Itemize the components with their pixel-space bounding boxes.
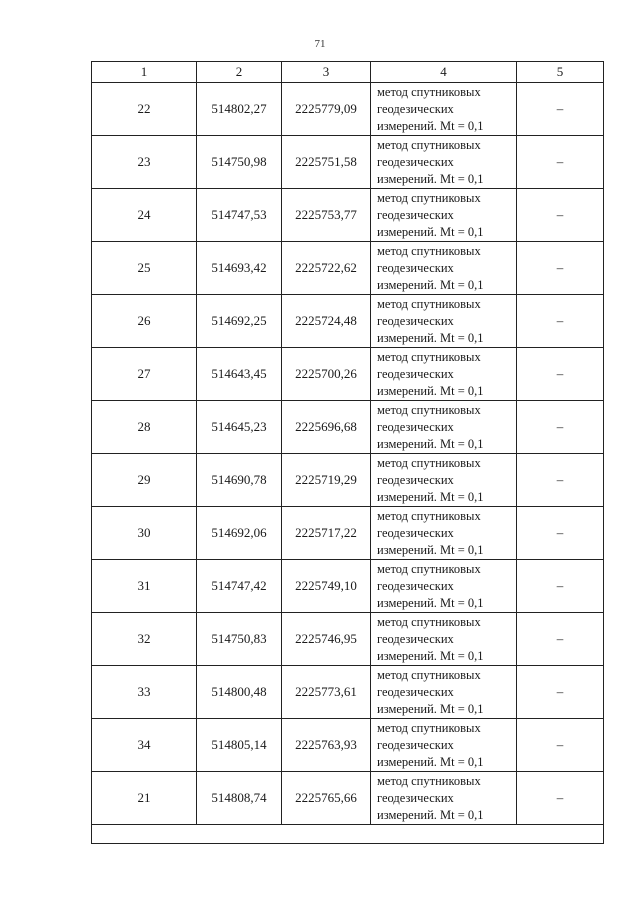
y-coordinate-cell: 2225746,95 bbox=[282, 613, 371, 666]
table-row bbox=[92, 454, 604, 507]
point-number-cell: 29 bbox=[92, 454, 197, 507]
x-coordinate-cell: 514750,83 bbox=[197, 613, 282, 666]
point-number-cell: 32 bbox=[92, 613, 197, 666]
method-cell bbox=[371, 507, 517, 560]
method-cell bbox=[371, 560, 517, 613]
point-number-cell: 24 bbox=[92, 189, 197, 242]
header-col-5: 5 bbox=[517, 62, 604, 83]
method-line: метод спутниковых bbox=[377, 455, 481, 470]
y-coordinate-cell: 2225724,48 bbox=[282, 295, 371, 348]
x-coordinate-cell: 514692,25 bbox=[197, 295, 282, 348]
method-line: измерений. Mt = 0,1 bbox=[377, 224, 484, 239]
note-cell: – bbox=[517, 719, 604, 772]
method-line: метод спутниковых bbox=[377, 137, 481, 152]
point-number-cell: 21 bbox=[92, 772, 197, 825]
method-line: метод спутниковых bbox=[377, 773, 481, 788]
method-line: измерений. Mt = 0,1 bbox=[377, 436, 484, 451]
method-line: метод спутниковых bbox=[377, 561, 481, 576]
method-line: измерений. Mt = 0,1 bbox=[377, 383, 484, 398]
point-number-cell: 34 bbox=[92, 719, 197, 772]
y-coordinate-cell: 2225763,93 bbox=[282, 719, 371, 772]
method-line: геодезических bbox=[377, 790, 454, 805]
method-line: геодезических bbox=[377, 419, 454, 434]
note-cell: – bbox=[517, 348, 604, 401]
y-coordinate-cell: 2225751,58 bbox=[282, 136, 371, 189]
method-line: геодезических bbox=[377, 472, 454, 487]
method-cell bbox=[371, 772, 517, 825]
note-cell: – bbox=[517, 560, 604, 613]
header-col-4: 4 bbox=[371, 62, 517, 83]
point-number-cell: 28 bbox=[92, 401, 197, 454]
method-line: геодезических bbox=[377, 684, 454, 699]
method-cell bbox=[371, 242, 517, 295]
table-row bbox=[92, 348, 604, 401]
header-col-2: 2 bbox=[197, 62, 282, 83]
method-line: измерений. Mt = 0,1 bbox=[377, 171, 484, 186]
method-cell bbox=[371, 348, 517, 401]
method-line: геодезических bbox=[377, 260, 454, 275]
empty-cell bbox=[92, 825, 604, 844]
method-line: метод спутниковых bbox=[377, 349, 481, 364]
header-row bbox=[92, 62, 604, 83]
method-line: измерений. Mt = 0,1 bbox=[377, 277, 484, 292]
note-cell: – bbox=[517, 454, 604, 507]
y-coordinate-cell: 2225722,62 bbox=[282, 242, 371, 295]
method-line: геодезических bbox=[377, 578, 454, 593]
table-row bbox=[92, 560, 604, 613]
method-line: измерений. Mt = 0,1 bbox=[377, 330, 484, 345]
x-coordinate-cell: 514693,42 bbox=[197, 242, 282, 295]
header-col-3: 3 bbox=[282, 62, 371, 83]
point-number-cell: 23 bbox=[92, 136, 197, 189]
method-line: метод спутниковых bbox=[377, 402, 481, 417]
method-line: метод спутниковых bbox=[377, 296, 481, 311]
y-coordinate-cell: 2225773,61 bbox=[282, 666, 371, 719]
method-line: измерений. Mt = 0,1 bbox=[377, 595, 484, 610]
point-number-cell: 33 bbox=[92, 666, 197, 719]
table-row bbox=[92, 136, 604, 189]
table-row bbox=[92, 83, 604, 136]
method-cell bbox=[371, 401, 517, 454]
method-line: метод спутниковых bbox=[377, 84, 481, 99]
note-cell: – bbox=[517, 189, 604, 242]
method-line: геодезических bbox=[377, 525, 454, 540]
y-coordinate-cell: 2225696,68 bbox=[282, 401, 371, 454]
method-line: измерений. Mt = 0,1 bbox=[377, 118, 484, 133]
table-row bbox=[92, 242, 604, 295]
point-number-cell: 30 bbox=[92, 507, 197, 560]
y-coordinate-cell: 2225753,77 bbox=[282, 189, 371, 242]
table-row bbox=[92, 401, 604, 454]
method-cell bbox=[371, 454, 517, 507]
method-cell bbox=[371, 666, 517, 719]
method-line: геодезических bbox=[377, 207, 454, 222]
method-line: измерений. Mt = 0,1 bbox=[377, 542, 484, 557]
point-number-cell: 27 bbox=[92, 348, 197, 401]
note-cell: – bbox=[517, 666, 604, 719]
x-coordinate-cell: 514747,42 bbox=[197, 560, 282, 613]
x-coordinate-cell: 514692,06 bbox=[197, 507, 282, 560]
method-line: метод спутниковых bbox=[377, 720, 481, 735]
method-cell bbox=[371, 613, 517, 666]
note-cell: – bbox=[517, 772, 604, 825]
note-cell: – bbox=[517, 295, 604, 348]
x-coordinate-cell: 514643,45 bbox=[197, 348, 282, 401]
x-coordinate-cell: 514800,48 bbox=[197, 666, 282, 719]
method-line: метод спутниковых bbox=[377, 508, 481, 523]
method-line: метод спутниковых bbox=[377, 614, 481, 629]
method-line: метод спутниковых bbox=[377, 243, 481, 258]
method-line: геодезических bbox=[377, 154, 454, 169]
method-line: измерений. Mt = 0,1 bbox=[377, 489, 484, 504]
method-cell bbox=[371, 189, 517, 242]
method-cell bbox=[371, 83, 517, 136]
method-line: измерений. Mt = 0,1 bbox=[377, 701, 484, 716]
note-cell: – bbox=[517, 136, 604, 189]
table-row bbox=[92, 772, 604, 825]
x-coordinate-cell: 514802,27 bbox=[197, 83, 282, 136]
table-row bbox=[92, 189, 604, 242]
point-number-cell: 22 bbox=[92, 83, 197, 136]
method-line: геодезических bbox=[377, 631, 454, 646]
y-coordinate-cell: 2225719,29 bbox=[282, 454, 371, 507]
note-cell: – bbox=[517, 613, 604, 666]
page-number: 71 bbox=[314, 38, 326, 50]
point-number-cell: 26 bbox=[92, 295, 197, 348]
empty-row bbox=[92, 825, 604, 844]
method-line: метод спутниковых bbox=[377, 667, 481, 682]
table-body bbox=[92, 83, 604, 844]
method-cell bbox=[371, 719, 517, 772]
x-coordinate-cell: 514808,74 bbox=[197, 772, 282, 825]
table-row bbox=[92, 613, 604, 666]
point-number-cell: 31 bbox=[92, 560, 197, 613]
x-coordinate-cell: 514805,14 bbox=[197, 719, 282, 772]
method-cell bbox=[371, 295, 517, 348]
table-header bbox=[92, 62, 604, 83]
x-coordinate-cell: 514690,78 bbox=[197, 454, 282, 507]
method-cell bbox=[371, 136, 517, 189]
x-coordinate-cell: 514645,23 bbox=[197, 401, 282, 454]
x-coordinate-cell: 514747,53 bbox=[197, 189, 282, 242]
method-line: геодезических bbox=[377, 366, 454, 381]
method-line: геодезических bbox=[377, 313, 454, 328]
note-cell: – bbox=[517, 507, 604, 560]
table-row bbox=[92, 507, 604, 560]
coordinates-table bbox=[91, 61, 604, 844]
table-row bbox=[92, 719, 604, 772]
point-number-cell: 25 bbox=[92, 242, 197, 295]
header-col-1: 1 bbox=[92, 62, 197, 83]
y-coordinate-cell: 2225779,09 bbox=[282, 83, 371, 136]
x-coordinate-cell: 514750,98 bbox=[197, 136, 282, 189]
table-row bbox=[92, 295, 604, 348]
note-cell: – bbox=[517, 401, 604, 454]
method-line: измерений. Mt = 0,1 bbox=[377, 754, 484, 769]
y-coordinate-cell: 2225749,10 bbox=[282, 560, 371, 613]
table-row bbox=[92, 666, 604, 719]
note-cell: – bbox=[517, 83, 604, 136]
method-line: геодезических bbox=[377, 737, 454, 752]
method-line: измерений. Mt = 0,1 bbox=[377, 807, 484, 822]
y-coordinate-cell: 2225717,22 bbox=[282, 507, 371, 560]
method-line: измерений. Mt = 0,1 bbox=[377, 648, 484, 663]
y-coordinate-cell: 2225765,66 bbox=[282, 772, 371, 825]
y-coordinate-cell: 2225700,26 bbox=[282, 348, 371, 401]
method-line: геодезических bbox=[377, 101, 454, 116]
note-cell: – bbox=[517, 242, 604, 295]
method-line: метод спутниковых bbox=[377, 190, 481, 205]
